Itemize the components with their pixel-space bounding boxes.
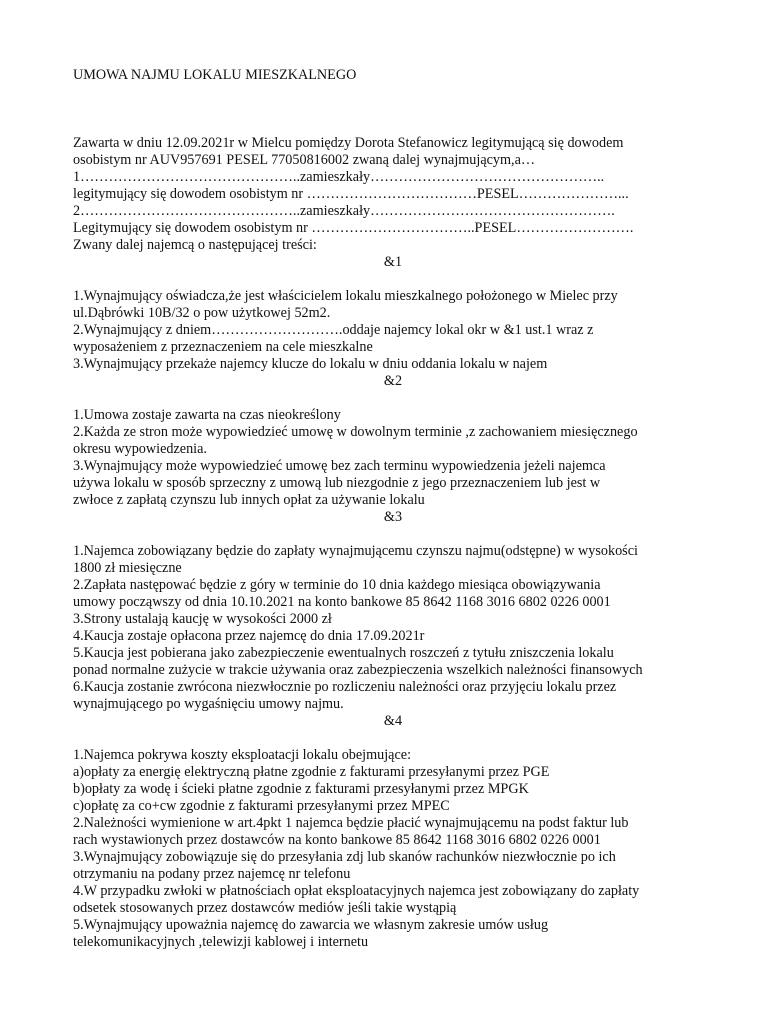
- section-4: [73, 713, 713, 951]
- section-3: [73, 509, 713, 713]
- intro-line: 2………………………………………..zamieszkały…………………………………………….: [73, 203, 615, 219]
- clause-line: telekomunikacyjnych ,telewizji kablowej i internetu: [73, 934, 369, 950]
- section-heading: &4: [383, 713, 403, 729]
- intro-line: 1………………………………………..zamieszkały…………………………………………..: [73, 169, 605, 185]
- document-body: [73, 135, 713, 951]
- clause-line: 3.Wynajmujący zobowiązuje się do przesyłania zdj lub skanów rachunków niezwłocznie po ich: [73, 849, 616, 865]
- clause-line: używa lokalu w sposób sprzeczny z umową lub niezgodnie z jego przeznaczeniem lub jest w: [73, 475, 601, 491]
- clause-line: 2.Zapłata następować będzie z góry w terminie do 10 dnia każdego miesiąca obowiązywania: [73, 577, 601, 593]
- clause-line: 5.Wynajmujący upoważnia najemcę do zawarcia we własnym zakresie umów usług: [73, 917, 549, 933]
- clause-line: 3.Wynajmujący może wypowiedzieć umowę bez zach terminu wypowiedzenia jeżeli najemca: [73, 458, 606, 474]
- section-spacer: [73, 730, 713, 747]
- clause-line: 5.Kaucja jest pobierana jako zabezpieczenie ewentualnych roszczeń z tytułu zniszczenia lokalu: [73, 645, 614, 661]
- section-2: [73, 373, 713, 509]
- section-heading: &2: [383, 373, 403, 389]
- clause-line: 2.Należności wymienione w art.4pkt 1 najemca będzie płacić wynajmującemu na podst faktur lub: [73, 815, 629, 831]
- clause-line: otrzymaniu na podany przez najemcę nr telefonu: [73, 866, 351, 882]
- clause-line: odsetek stosowanych przez dostawców mediów jeśli takie wystąpią: [73, 900, 457, 916]
- clause-line: 4.Kaucja zostaje opłacona przez najemcę do dnia 17.09.2021r: [73, 628, 425, 644]
- clause-line: b)opłaty za wodę i ścieki płatne zgodnie z fakturami przesyłanymi przez MPGK: [73, 781, 529, 797]
- clause-line: 3.Wynajmujący przekaże najemcy klucze do lokalu w dniu oddania lokalu w najem: [73, 356, 548, 372]
- section-heading: &1: [383, 254, 403, 270]
- intro-block: [73, 135, 713, 254]
- clause-line: 1800 zł miesięczne: [73, 560, 182, 576]
- clause-line: 1.Najemca pokrywa koszty eksploatacji lokalu obejmujące:: [73, 747, 412, 763]
- clause-line: ponad normalne zużycie w trakcie używania oraz zabezpieczenia wszelkich należności finansowych: [73, 662, 643, 678]
- clause-line: 2.Wynajmujący z dniem……………………….oddaje najemcy lokal okr w &1 ust.1 wraz z: [73, 322, 594, 338]
- intro-line: Zawarta w dniu 12.09.2021r w Mielcu pomiędzy Dorota Stefanowicz legitymującą się dowodem: [73, 135, 624, 151]
- intro-line: osobistym nr AUV957691 PESEL 77050816002 zwaną dalej wynajmującym,a…: [73, 152, 536, 168]
- clause-line: 1.Najemca zobowiązany będzie do zapłaty wynajmującemu czynszu najmu(odstępne) w wysokości: [73, 543, 638, 559]
- clause-line: 2.Każda ze stron może wypowiedzieć umowę w dowolnym terminie ,z zachowaniem miesięcznego: [73, 424, 638, 440]
- section-spacer: [73, 271, 713, 288]
- clause-line: 1.Wynajmujący oświadcza,że jest właścicielem lokalu mieszkalnego położonego w Mielec przy: [73, 288, 618, 304]
- clause-line: a)opłaty za energię elektryczną płatne zgodnie z fakturami przesyłanymi przez PGE: [73, 764, 550, 780]
- clause-line: umowy począwszy od dnia 10.10.2021 na konto bankowe 85 8642 1168 3016 6802 0226 0001: [73, 594, 611, 610]
- clause-line: rach wystawionych przez dostawców na konto bankowe 85 8642 1168 3016 6802 0226 0001: [73, 832, 601, 848]
- section-spacer: [73, 390, 713, 407]
- intro-line: Legitymujący się dowodem osobistym nr ……………………………..PESEL…………………….: [73, 220, 634, 236]
- clause-line: okresu wypowiedzenia.: [73, 441, 207, 457]
- section-1: [73, 254, 713, 373]
- intro-line: Zwany dalej najemcą o następującej treści:: [73, 237, 317, 253]
- clause-line: 6.Kaucja zostanie zwrócona niezwłocznie po rozliczeniu należności oraz przyjęciu lokalu przez: [73, 679, 617, 695]
- clause-line: wyposażeniem z przeznaczeniem na cele mieszkalne: [73, 339, 373, 355]
- section-heading: &3: [383, 509, 403, 525]
- clause-line: wynajmującego po wygaśnięciu umowy najmu.: [73, 696, 344, 712]
- clause-line: c)opłatę za co+cw zgodnie z fakturami przesyłanymi przez MPEC: [73, 798, 450, 814]
- clause-line: ul.Dąbrówki 10B/32 o pow użytkowej 52m2.: [73, 305, 331, 321]
- clause-line: zwłoce z zapłatą czynszu lub innych opłat za używanie lokalu: [73, 492, 425, 508]
- section-spacer: [73, 526, 713, 543]
- clause-line: 4.W przypadku zwłoki w płatnościach opłat eksploatacyjnych najemca jest zobowiązany do zapłaty: [73, 883, 640, 899]
- clause-line: 3.Strony ustalają kaucję w wysokości 2000 zł: [73, 611, 332, 627]
- clause-line: 1.Umowa zostaje zawarta na czas nieokreślony: [73, 407, 341, 423]
- intro-line: legitymujący się dowodem osobistym nr ………………………………PESEL…………………...: [73, 186, 629, 202]
- document-title: UMOWA NAJMU LOKALU MIESZKALNEGO: [73, 67, 357, 83]
